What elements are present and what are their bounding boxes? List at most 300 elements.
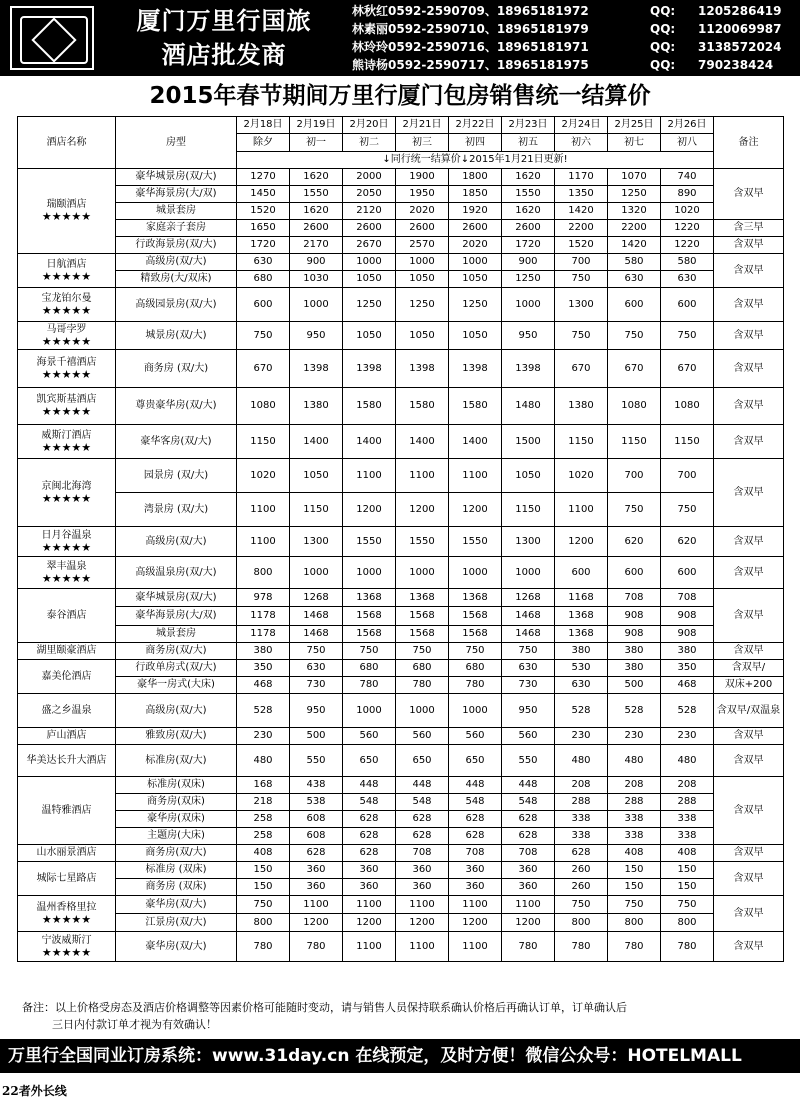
hotel-name-cell [18,777,116,845]
table-row [18,677,784,694]
price-cell: 780 [555,932,608,962]
price-cell: 680 [343,660,396,677]
price-cell: 560 [502,728,555,745]
price-cell: 1480 [502,388,555,425]
table-row [18,694,784,728]
price-cell: 650 [343,745,396,777]
table-row [18,237,784,254]
table-row [18,350,784,388]
price-cell: 750 [608,322,661,350]
hotel-name-cell [18,862,116,896]
price-cell: 800 [237,914,290,932]
price-cell: 1500 [502,425,555,459]
table-row [18,288,784,322]
price-cell: 780 [608,932,661,962]
price-cell: 338 [555,811,608,828]
price-cell: 708 [502,845,555,862]
price-cell: 2600 [449,220,502,237]
hotel-name: 海景千禧酒店 [36,356,97,368]
room-type: 商务房(双/大) [116,643,237,660]
table-row [18,879,784,896]
hotel-name-cell [18,557,116,589]
day-header: 初八 [661,134,714,152]
hotel-name-cell [18,288,116,322]
star-rating-icon: ★★★★★ [41,945,92,959]
price-cell: 780 [396,677,449,694]
price-cell: 1150 [661,425,714,459]
star-rating-icon: ★★★★★ [41,269,92,283]
price-cell: 408 [237,845,290,862]
price-cell: 1420 [608,237,661,254]
remark-cell: 含双早 [714,845,784,862]
room-type: 行政单房式(双/大) [116,660,237,677]
price-cell: 230 [237,728,290,745]
price-cell: 1100 [449,459,502,493]
price-cell: 1100 [449,932,502,962]
price-cell: 150 [608,862,661,879]
remark-cell: 含双早 [714,237,784,254]
hotel-name: 京闽北海湾 [41,480,92,492]
table-row [18,254,784,271]
price-cell: 608 [290,811,343,828]
contact-row [352,2,798,20]
price-cell: 1900 [396,169,449,186]
price-cell: 800 [237,557,290,589]
price-cell: 1100 [237,493,290,527]
hotel-name-cell [18,459,116,527]
price-cell: 288 [608,794,661,811]
price-cell: 150 [661,879,714,896]
price-cell: 780 [343,677,396,694]
price-cell: 1000 [502,557,555,589]
price-cell: 1150 [608,425,661,459]
hotel-name: 威斯汀酒店 [41,429,92,441]
room-type: 标准房 (双床) [116,862,237,879]
price-cell: 448 [502,777,555,794]
remark-cell: 含双早 [714,777,784,845]
price-cell: 1300 [290,527,343,557]
star-rating-icon: ★★★★★ [41,440,92,454]
price-cell: 908 [661,626,714,643]
price-cell: 750 [555,896,608,914]
price-cell: 740 [661,169,714,186]
price-cell: 1380 [555,388,608,425]
price-cell: 1000 [449,694,502,728]
price-cell: 2170 [290,237,343,254]
price-cell: 1368 [343,589,396,607]
hotel-name: 宝龙铂尔曼 [41,292,92,304]
table-row [18,589,784,607]
price-cell: 650 [449,745,502,777]
room-type: 豪华客房(双/大) [116,425,237,459]
price-cell: 680 [237,271,290,288]
page-title: 2015年春节期间万里行厦门包房销售统一结算价 [149,83,651,109]
price-cell: 1100 [343,932,396,962]
price-cell: 900 [290,254,343,271]
remark-cell: 含双早 [714,459,784,527]
remark-cell: 含双早 [714,557,784,589]
price-cell: 1100 [502,896,555,914]
price-cell: 1950 [396,186,449,203]
table-row [18,660,784,677]
room-type: 豪华海景房(大/双) [116,186,237,203]
price-cell: 1350 [555,186,608,203]
price-cell: 1580 [343,388,396,425]
remark-cell: 含双早 [714,527,784,557]
table-row [18,557,784,589]
price-cell: 1100 [396,932,449,962]
room-type: 城景房(双/大) [116,322,237,350]
price-cell: 150 [661,862,714,879]
price-cell: 1178 [237,626,290,643]
price-cell: 978 [237,589,290,607]
price-cell: 2600 [290,220,343,237]
room-type: 城景套房 [116,626,237,643]
booking-system-banner: 万里行全国同业订房系统：www.31day.cn 在线预定，及时方便！微信公众号：HOTELMALL [0,1039,800,1073]
price-cell: 1420 [555,203,608,220]
price-cell: 408 [608,845,661,862]
price-cell: 380 [608,643,661,660]
qq-number: 1120069987 [698,22,782,36]
hotel-name-cell [18,845,116,862]
day-header: 初四 [449,134,502,152]
price-cell: 1000 [449,557,502,589]
price-cell: 1100 [449,896,502,914]
price-cell: 548 [396,794,449,811]
hotel-name: 城际七星路店 [36,872,97,884]
day-header: 初三 [396,134,449,152]
price-cell: 560 [343,728,396,745]
price-cell: 338 [608,828,661,845]
price-cell: 730 [502,677,555,694]
price-cell: 680 [449,660,502,677]
hotel-name-cell [18,425,116,459]
qq-label: QQ: [650,40,676,54]
star-rating-icon: ★★★★★ [41,571,92,585]
room-type: 高级房(双/大) [116,527,237,557]
price-cell: 800 [555,914,608,932]
price-cell: 1000 [290,288,343,322]
hotel-name: 翠丰温泉 [46,560,87,572]
price-cell: 1398 [449,350,502,388]
price-cell: 1000 [396,254,449,271]
price-cell: 700 [661,459,714,493]
remark-cell: 含双早/双温泉 [714,694,784,728]
price-cell: 480 [555,745,608,777]
price-cell: 730 [290,677,343,694]
footnote-line2: 三日内付款订单才视为有效确认！ [52,1018,217,1031]
star-rating-icon: ★★★★★ [41,367,92,381]
room-type: 家庭亲子套房 [116,220,237,237]
price-cell: 1468 [502,607,555,626]
update-note: ↓同行统一结算价↓2015年1月21日更新! [237,152,714,169]
price-cell: 780 [290,932,343,962]
hotel-name-cell [18,694,116,728]
price-cell: 1398 [343,350,396,388]
table-row [18,186,784,203]
price-cell: 1650 [237,220,290,237]
price-cell: 1620 [290,203,343,220]
price-cell: 670 [555,350,608,388]
hotel-name-cell [18,527,116,557]
price-cell: 408 [661,845,714,862]
day-header: 初一 [290,134,343,152]
table-row [18,203,784,220]
price-cell: 360 [502,879,555,896]
price-cell: 350 [661,660,714,677]
remark-cell: 含三早 [714,220,784,237]
price-cell: 750 [555,322,608,350]
price-cell: 950 [502,694,555,728]
price-cell: 1568 [449,607,502,626]
price-cell: 1000 [396,694,449,728]
price-cell: 1000 [290,557,343,589]
price-cell: 1568 [396,607,449,626]
price-cell: 380 [608,660,661,677]
price-cell: 900 [502,254,555,271]
price-cell: 708 [661,589,714,607]
price-cell: 360 [449,862,502,879]
date-header: 2月25日 [608,117,661,134]
price-cell: 600 [608,288,661,322]
price-cell: 530 [555,660,608,677]
remark-cell: 含双早 [714,350,784,388]
price-cell: 750 [290,643,343,660]
price-cell: 630 [502,660,555,677]
header-row-dates [18,117,784,134]
price-cell: 800 [608,914,661,932]
price-cell: 468 [237,677,290,694]
price-cell: 468 [661,677,714,694]
price-cell: 1368 [555,626,608,643]
price-cell: 1050 [290,459,343,493]
price-cell: 2600 [396,220,449,237]
price-cell: 780 [449,677,502,694]
price-cell: 528 [661,694,714,728]
price-cell: 670 [608,350,661,388]
price-cell: 448 [343,777,396,794]
price-cell: 750 [608,896,661,914]
hotel-name: 庐山酒店 [46,730,87,741]
price-cell: 750 [555,271,608,288]
price-cell: 150 [608,879,661,896]
room-type: 标准房(双床) [116,777,237,794]
footnote [22,999,782,1033]
price-cell: 708 [396,845,449,862]
price-cell: 360 [343,862,396,879]
price-cell: 1200 [396,914,449,932]
price-cell: 1070 [608,169,661,186]
hotel-name: 华美达长升大酒店 [26,754,107,766]
price-cell: 1400 [396,425,449,459]
hotel-name: 盛之乡温泉 [41,704,92,716]
price-cell: 360 [396,862,449,879]
price-cell: 1000 [502,288,555,322]
price-cell: 950 [290,694,343,728]
table-row [18,271,784,288]
price-cell: 908 [608,626,661,643]
contact-name-phone: 林玲玲0592-2590716、18965181971 [352,40,589,54]
room-type: 江景房(双/大) [116,914,237,932]
price-cell: 2020 [449,237,502,254]
hotel-name-cell [18,388,116,425]
price-cell: 950 [290,322,343,350]
table-row [18,169,784,186]
room-type: 园景房 (双/大) [116,459,237,493]
price-cell: 2120 [343,203,396,220]
price-cell: 800 [661,914,714,932]
hotel-name: 温州香格里拉 [36,901,97,913]
price-cell: 630 [555,677,608,694]
date-header: 2月20日 [343,117,396,134]
price-cell: 628 [343,811,396,828]
room-type: 商务房 (双床) [116,879,237,896]
price-cell: 338 [661,811,714,828]
hotel-name-cell [18,643,116,660]
price-cell: 1550 [449,527,502,557]
remark-cell: 含双早/ [714,660,784,677]
price-cell: 1400 [290,425,343,459]
header-banner [0,0,800,76]
price-cell: 1000 [449,254,502,271]
price-cell: 600 [608,557,661,589]
price-cell: 438 [290,777,343,794]
remark-cell: 含双早 [714,728,784,745]
price-cell: 1398 [396,350,449,388]
room-type: 商务房(双/大) [116,845,237,862]
price-cell: 750 [608,493,661,527]
price-cell: 208 [555,777,608,794]
hotel-name-cell [18,322,116,350]
company-name-line1: 厦门万里行国旅 [136,7,312,35]
price-cell: 1100 [343,459,396,493]
table-row [18,425,784,459]
price-cell: 1620 [502,169,555,186]
price-cell: 2600 [502,220,555,237]
company-name-line2: 酒店批发商 [161,41,287,69]
price-cell: 1300 [502,527,555,557]
star-rating-icon: ★★★★★ [41,210,92,223]
hotel-name: 嘉美伦酒店 [41,670,92,682]
price-cell: 600 [661,288,714,322]
price-cell: 1398 [290,350,343,388]
day-header: 初七 [608,134,661,152]
price-cell: 1150 [237,425,290,459]
price-cell: 1000 [343,694,396,728]
price-cell: 750 [396,643,449,660]
price-cell: 628 [343,828,396,845]
price-cell: 258 [237,811,290,828]
price-cell: 628 [290,845,343,862]
table-row [18,493,784,527]
price-cell: 1270 [237,169,290,186]
price-cell: 560 [449,728,502,745]
remark-cell: 含双早 [714,745,784,777]
hotel-name-cell [18,932,116,962]
price-cell: 1468 [290,626,343,643]
room-type: 高级房(双/大) [116,254,237,271]
price-cell: 670 [661,350,714,388]
remark-cell: 含双早 [714,425,784,459]
qq-label: QQ: [650,22,676,36]
price-cell: 208 [661,777,714,794]
price-cell: 1398 [502,350,555,388]
price-cell: 1568 [343,607,396,626]
price-cell: 360 [449,879,502,896]
hotel-name: 泰谷酒店 [46,609,87,621]
price-cell: 628 [502,828,555,845]
price-cell: 548 [502,794,555,811]
star-rating-icon: ★★★★★ [41,405,92,418]
price-cell: 500 [290,728,343,745]
room-type: 豪华房(双/大) [116,932,237,962]
price-cell: 630 [661,271,714,288]
room-type: 高级园景房(双/大) [116,288,237,322]
price-cell: 1080 [608,388,661,425]
table-row [18,828,784,845]
room-type: 豪华城景房(双/大) [116,169,237,186]
price-cell: 448 [449,777,502,794]
price-cell: 260 [555,879,608,896]
price-cell: 1020 [661,203,714,220]
price-cell: 1100 [290,896,343,914]
price-cell: 360 [502,862,555,879]
qq-number: 3138572024 [698,40,782,54]
col-remark: 备注 [714,117,784,169]
price-cell: 360 [290,862,343,879]
hotel-name: 日航酒店 [46,258,87,270]
remark-cell: 含双早 [714,862,784,896]
price-cell: 528 [608,694,661,728]
price-cell: 950 [502,322,555,350]
room-type: 豪华一房式(大床) [116,677,237,694]
day-header: 初二 [343,134,396,152]
price-cell: 1550 [290,186,343,203]
price-cell: 2000 [343,169,396,186]
price-cell: 750 [343,643,396,660]
price-cell: 1000 [343,254,396,271]
price-cell: 908 [608,607,661,626]
company-name [104,4,344,72]
price-cell: 338 [555,828,608,845]
price-cell: 1368 [555,607,608,626]
price-cell: 1050 [396,322,449,350]
contact-row [352,38,798,56]
table-row [18,745,784,777]
price-cell: 338 [608,811,661,828]
price-cell: 380 [661,643,714,660]
hotel-name-cell [18,660,116,694]
price-cell: 2200 [555,220,608,237]
price-cell: 1450 [237,186,290,203]
remark-cell: 含双早 [714,322,784,350]
price-cell: 1200 [449,914,502,932]
price-cell: 1050 [343,271,396,288]
price-cell: 288 [661,794,714,811]
price-cell: 350 [237,660,290,677]
price-cell: 1620 [290,169,343,186]
price-cell: 700 [555,254,608,271]
price-cell: 1580 [449,388,502,425]
price-cell: 2050 [343,186,396,203]
price-cell: 548 [343,794,396,811]
day-header: 初六 [555,134,608,152]
hotel-name: 宁波威斯汀 [41,934,92,946]
price-cell: 628 [396,828,449,845]
price-cell: 1550 [502,186,555,203]
remark-cell: 含双早 [714,169,784,220]
hotel-name-cell [18,169,116,254]
